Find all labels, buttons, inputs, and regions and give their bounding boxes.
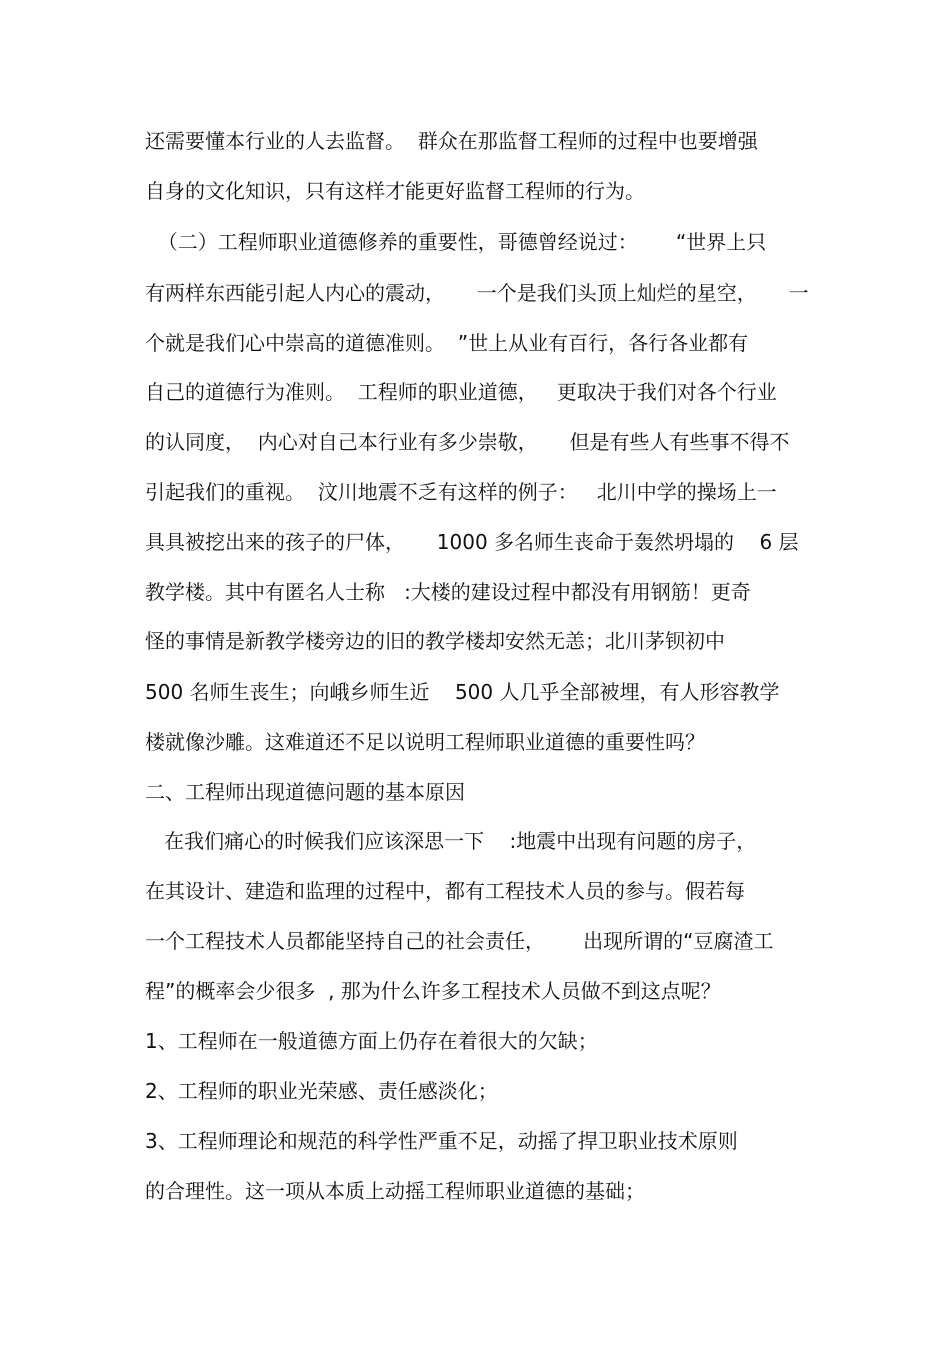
- text-line: 在我们痛心的时候我们应该深思一下 :地震中出现有问题的房子，: [145, 829, 757, 853]
- text-line: 500 名师生丧生；向峨乡师生近 500 人几乎全部被埋，有人形容教学: [145, 680, 780, 704]
- text-line: 楼就像沙雕。这难道还不足以说明工程师职业道德的重要性吗？: [145, 730, 705, 754]
- list-item: 2、工程师的职业光荣感、责任感淡化；: [145, 1079, 498, 1103]
- text-line: 有两样东西能引起人内心的震动， 一个是我们头顶上灿烂的星空， 一: [145, 281, 809, 305]
- text-line: 一个工程技术人员都能坚持自己的社会责任， 出现所谓的“豆腐渣工: [145, 929, 774, 953]
- text-line: 程”的概率会少很多 , 那为什么许多工程技术人员做不到这点呢？: [145, 979, 721, 1003]
- list-item: 3、工程师理论和规范的科学性严重不足，动摇了捍卫职业技术原则: [145, 1129, 738, 1153]
- text-line: 的合理性。这一项从本质上动摇工程师职业道德的基础；: [145, 1179, 645, 1203]
- text-line: 怪的事情是新教学楼旁边的旧的教学楼却安然无恙；北川茅钡初中: [145, 629, 725, 653]
- text-line: 引起我们的重视。 汶川地震不乏有这样的例子： 北川中学的操场上一: [145, 480, 777, 504]
- text-line: 具具被挖出来的孩子的尸体， 1000 多名师生丧命于轰然坍塌的 6 层: [145, 530, 799, 554]
- text-line: 在其设计、建造和监理的过程中，都有工程技术人员的参与。假若每: [145, 879, 745, 903]
- text-line: 还需要懂本行业的人去监督。 群众在那监督工程师的过程中也要增强: [145, 129, 758, 153]
- list-item: 1、工程师在一般道德方面上仍存在着很大的欠缺；: [145, 1029, 598, 1053]
- text-line: 个就是我们心中崇高的道德准则。 ”世上从业有百行，各行各业都有: [145, 331, 749, 355]
- text-line: 教学楼。其中有匿名人士称 :大楼的建设过程中都没有用钢筋！更奇: [145, 580, 751, 604]
- text-line: 的认同度， 内心对自己本行业有多少崇敬， 但是有些人有些事不得不: [145, 430, 790, 454]
- text-line: 自身的文化知识，只有这样才能更好监督工程师的行为。: [145, 179, 645, 203]
- section-heading: 二、工程师出现道德问题的基本原因: [145, 780, 465, 804]
- text-line: 自己的道德行为准则。 工程师的职业道德， 更取决于我们对各个行业: [145, 380, 777, 404]
- text-line: （二）工程师职业道德修养的重要性，哥德曾经说过： “世界上只: [145, 230, 767, 254]
